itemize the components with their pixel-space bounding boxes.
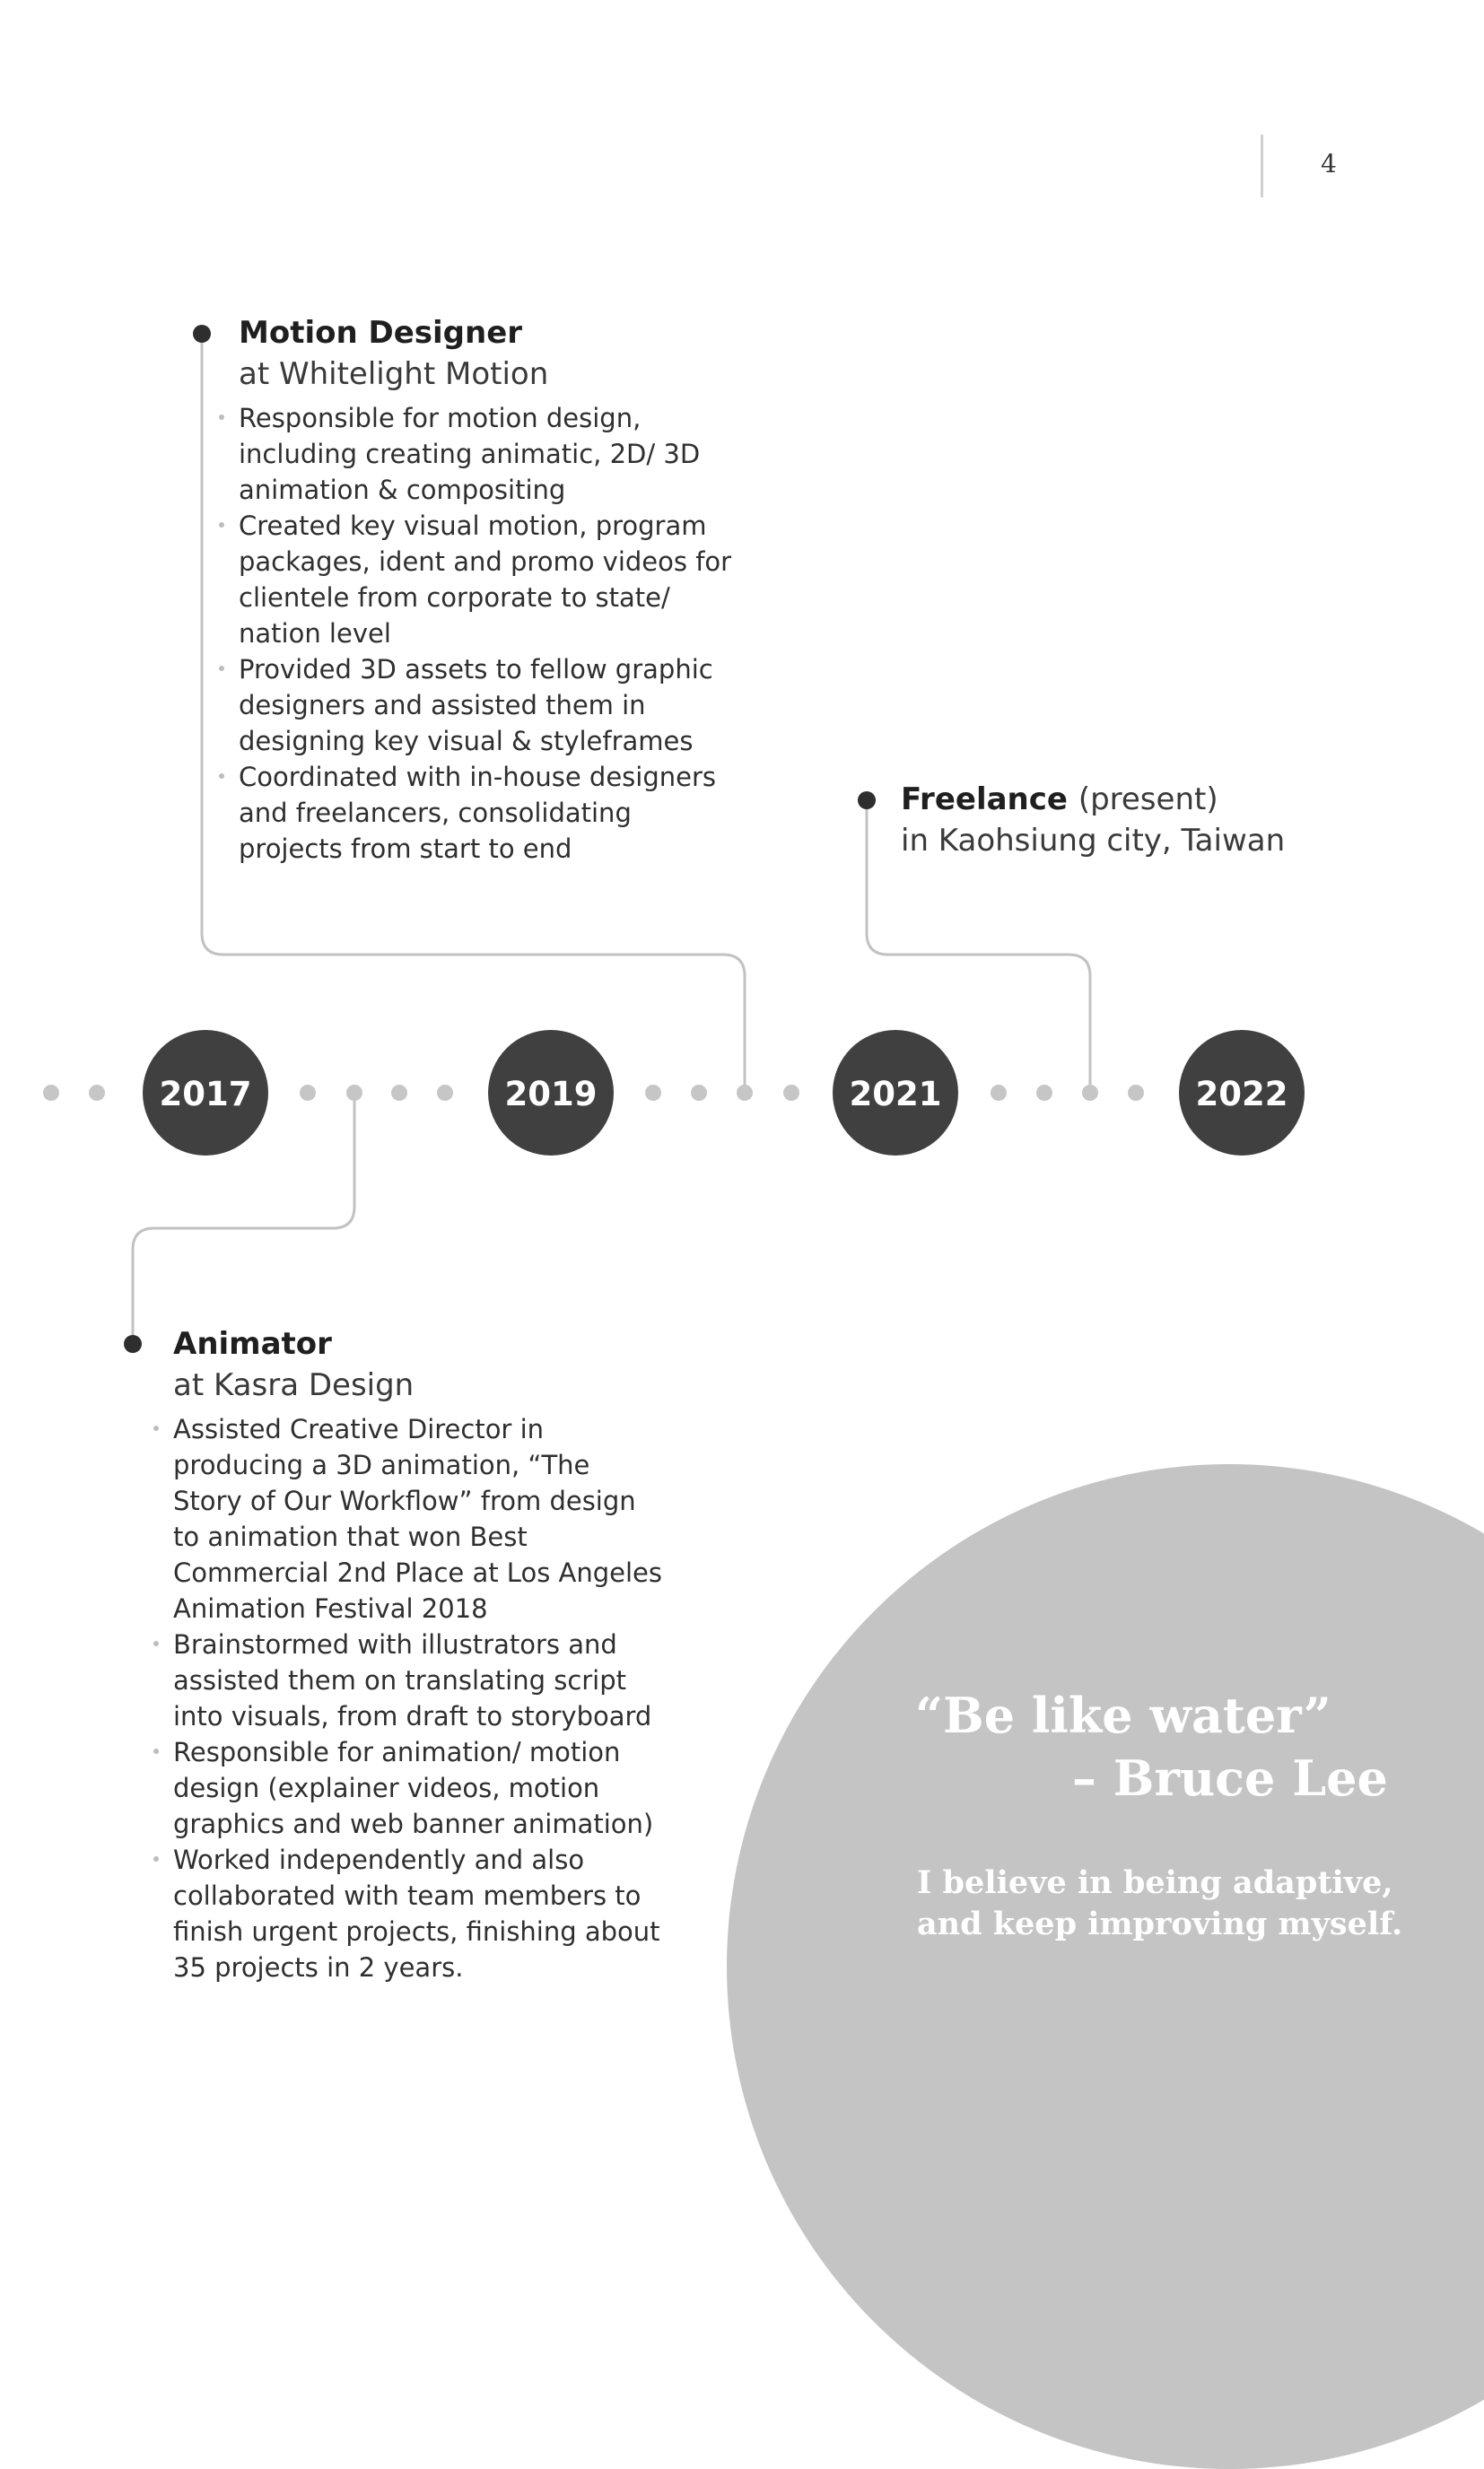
bullet-item: Responsible for animation/ motion design (explainer videos, motion graphics and web banner animation) [173,1734,662,1842]
entry-role: Animator [173,1326,332,1362]
entry-role-line [901,779,1349,820]
timeline-dot [783,1085,799,1101]
year-marker-2022 [1179,1030,1305,1156]
bullet-item: Assisted Creative Director in producing a 3D animation, “The Story of Our Workflow” from design to animation that won Best Commercial 2nd Place at Los Angeles Animation Festival 2018 [173,1411,662,1627]
quote-subtext: and keep improving myself. [917,1906,1403,1942]
year-label: 2017 [159,1075,252,1113]
year-marker-2021 [833,1030,958,1156]
entry-company: in Kaohsiung city, Taiwan [901,823,1286,859]
timeline-dot [89,1085,105,1101]
entry-role-note: (present) [1078,781,1218,817]
entry-marker-motion-designer [193,325,211,343]
entry-role: Motion Designer [239,315,523,351]
timeline-dot [437,1085,453,1101]
quote-author: – Bruce Lee [1072,1749,1388,1807]
bullet-item: Responsible for motion design, including creating animatic, 2D/ 3D animation & compositing [239,400,741,508]
entry-bullets [173,1411,662,1985]
timeline-dot [691,1085,707,1101]
quote-subtext: I believe in being adaptive, [917,1864,1393,1901]
timeline-dot [737,1085,753,1101]
year-marker-2017 [143,1030,268,1156]
timeline-dot [391,1085,407,1101]
entry-bullets [239,400,741,867]
entry-marker-freelance [858,791,876,809]
entry-company: at Kasra Design [173,1367,415,1403]
year-marker-2019 [488,1030,614,1156]
entry-freelance [901,779,1349,861]
year-label: 2022 [1195,1075,1288,1113]
page-number: 4 [1321,149,1337,179]
timeline-dot [43,1085,59,1101]
year-label: 2021 [849,1075,942,1113]
quote-line: “Be like water” [915,1687,1331,1744]
bullet-item: Brainstormed with illustrators and assisted them on translating script into visuals, from draft to storyboard [173,1627,662,1734]
year-label: 2019 [504,1075,598,1113]
bullet-item: Worked independently and also collaborated with team members to finish urgent projects, finishing about 35 projects in 2 years. [173,1842,662,1985]
timeline-dot [346,1085,362,1101]
bullet-item: Coordinated with in-house designers and freelancers, consolidating projects from start to end [239,759,741,867]
timeline-dot [645,1085,661,1101]
entry-marker-animator [124,1335,142,1353]
timeline-dot [1082,1085,1098,1101]
entry-role: Freelance [901,781,1068,817]
timeline-dot [1036,1085,1052,1101]
entry-animator [173,1323,662,1985]
bullet-item: Created key visual motion, program packages, ident and promo videos for clientele from corporate to state/ nation level [239,508,741,651]
timeline-dot [300,1085,316,1101]
timeline-dot [1128,1085,1144,1101]
entry-company: at Whitelight Motion [239,356,549,392]
timeline-dot [991,1085,1007,1101]
bullet-item: Provided 3D assets to fellow graphic designers and assisted them in designing key visual & styleframes [239,651,741,759]
entry-motion-designer [239,312,741,867]
